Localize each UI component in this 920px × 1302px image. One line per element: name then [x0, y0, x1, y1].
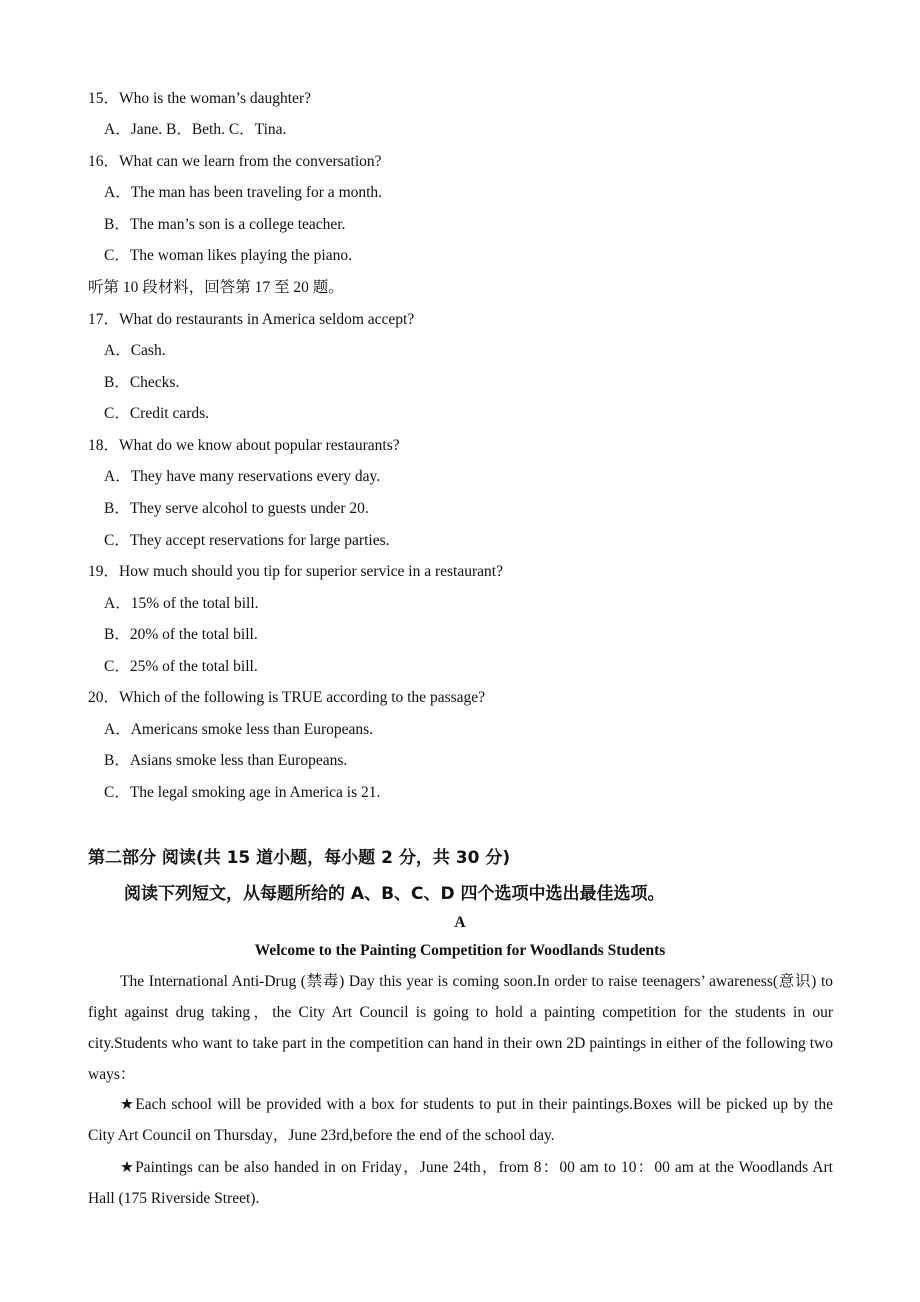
answer-option: A．They have many reservations every day. [104, 468, 381, 485]
answer-option: B．20% of the total bill. [104, 626, 258, 643]
question-stem: 18．What do we know about popular restaurants? [88, 437, 400, 454]
question-stem: 20．Which of the following is TRUE according to the passage? [88, 689, 486, 706]
question-options-inline: A．Jane. B．Beth. C．Tina. [104, 121, 287, 138]
answer-option: C．The legal smoking age in America is 21. [104, 784, 381, 801]
answer-option: A．The man has been traveling for a month. [104, 184, 383, 201]
question-stem: 19．How much should you tip for superior service in a restaurant? [88, 563, 503, 580]
question-stem: 16．What can we learn from the conversation? [88, 153, 382, 170]
passage-label: A [454, 914, 466, 931]
section-heading: 第二部分 阅读(共 15 道小题，每小题 2 分，共 30 分) [88, 848, 511, 868]
answer-option: B．Asians smoke less than Europeans. [104, 752, 348, 769]
passage-bullet-paragraph: ★Paintings can be also handed in on Friday，June 24th，from 8：00 am to 10：00 am at the Woodlands Art Hall (175 Riverside Street). [88, 1159, 833, 1207]
answer-option: A．Cash. [104, 342, 166, 359]
listening-instruction: 听第 10 段材料，回答第 17 至 20 题。 [88, 279, 344, 296]
passage-title: Welcome to the Painting Competition for Woodlands Students [254, 942, 666, 959]
passage-bullet-paragraph: ★Each school will be provided with a box for students to put in their paintings.Boxes will be picked up by the City Art Council on Thursday，June 23rd,before the end of the school day. [88, 1096, 833, 1144]
answer-option: B．They serve alcohol to guests under 20. [104, 500, 369, 517]
answer-option: B．Checks. [104, 374, 180, 391]
question-stem: 15．Who is the woman’s daughter? [88, 90, 311, 107]
passage-paragraph: The International Anti-Drug (禁毒) Day this year is coming soon.In order to raise teenagers’ awareness(意识) to fight against drug taking，the City Art Council is going to hold a painting competition for the students in our city.Students who want to take part in the competition can hand in their own 2D paintings in either of the following two ways： [88, 973, 833, 1083]
answer-option: A．Americans smoke less than Europeans. [104, 721, 374, 738]
answer-option: C．The woman likes playing the piano. [104, 247, 352, 264]
answer-option: C．They accept reservations for large parties. [104, 532, 390, 549]
section-instruction: 阅读下列短文，从每题所给的 A、B、C、D 四个选项中选出最佳选项。 [124, 884, 665, 904]
answer-option: C．Credit cards. [104, 405, 210, 422]
answer-option: C．25% of the total bill. [104, 658, 258, 675]
answer-option: B．The man’s son is a college teacher. [104, 216, 346, 233]
answer-option: A．15% of the total bill. [104, 595, 259, 612]
question-stem: 17．What do restaurants in America seldom accept? [88, 311, 415, 328]
